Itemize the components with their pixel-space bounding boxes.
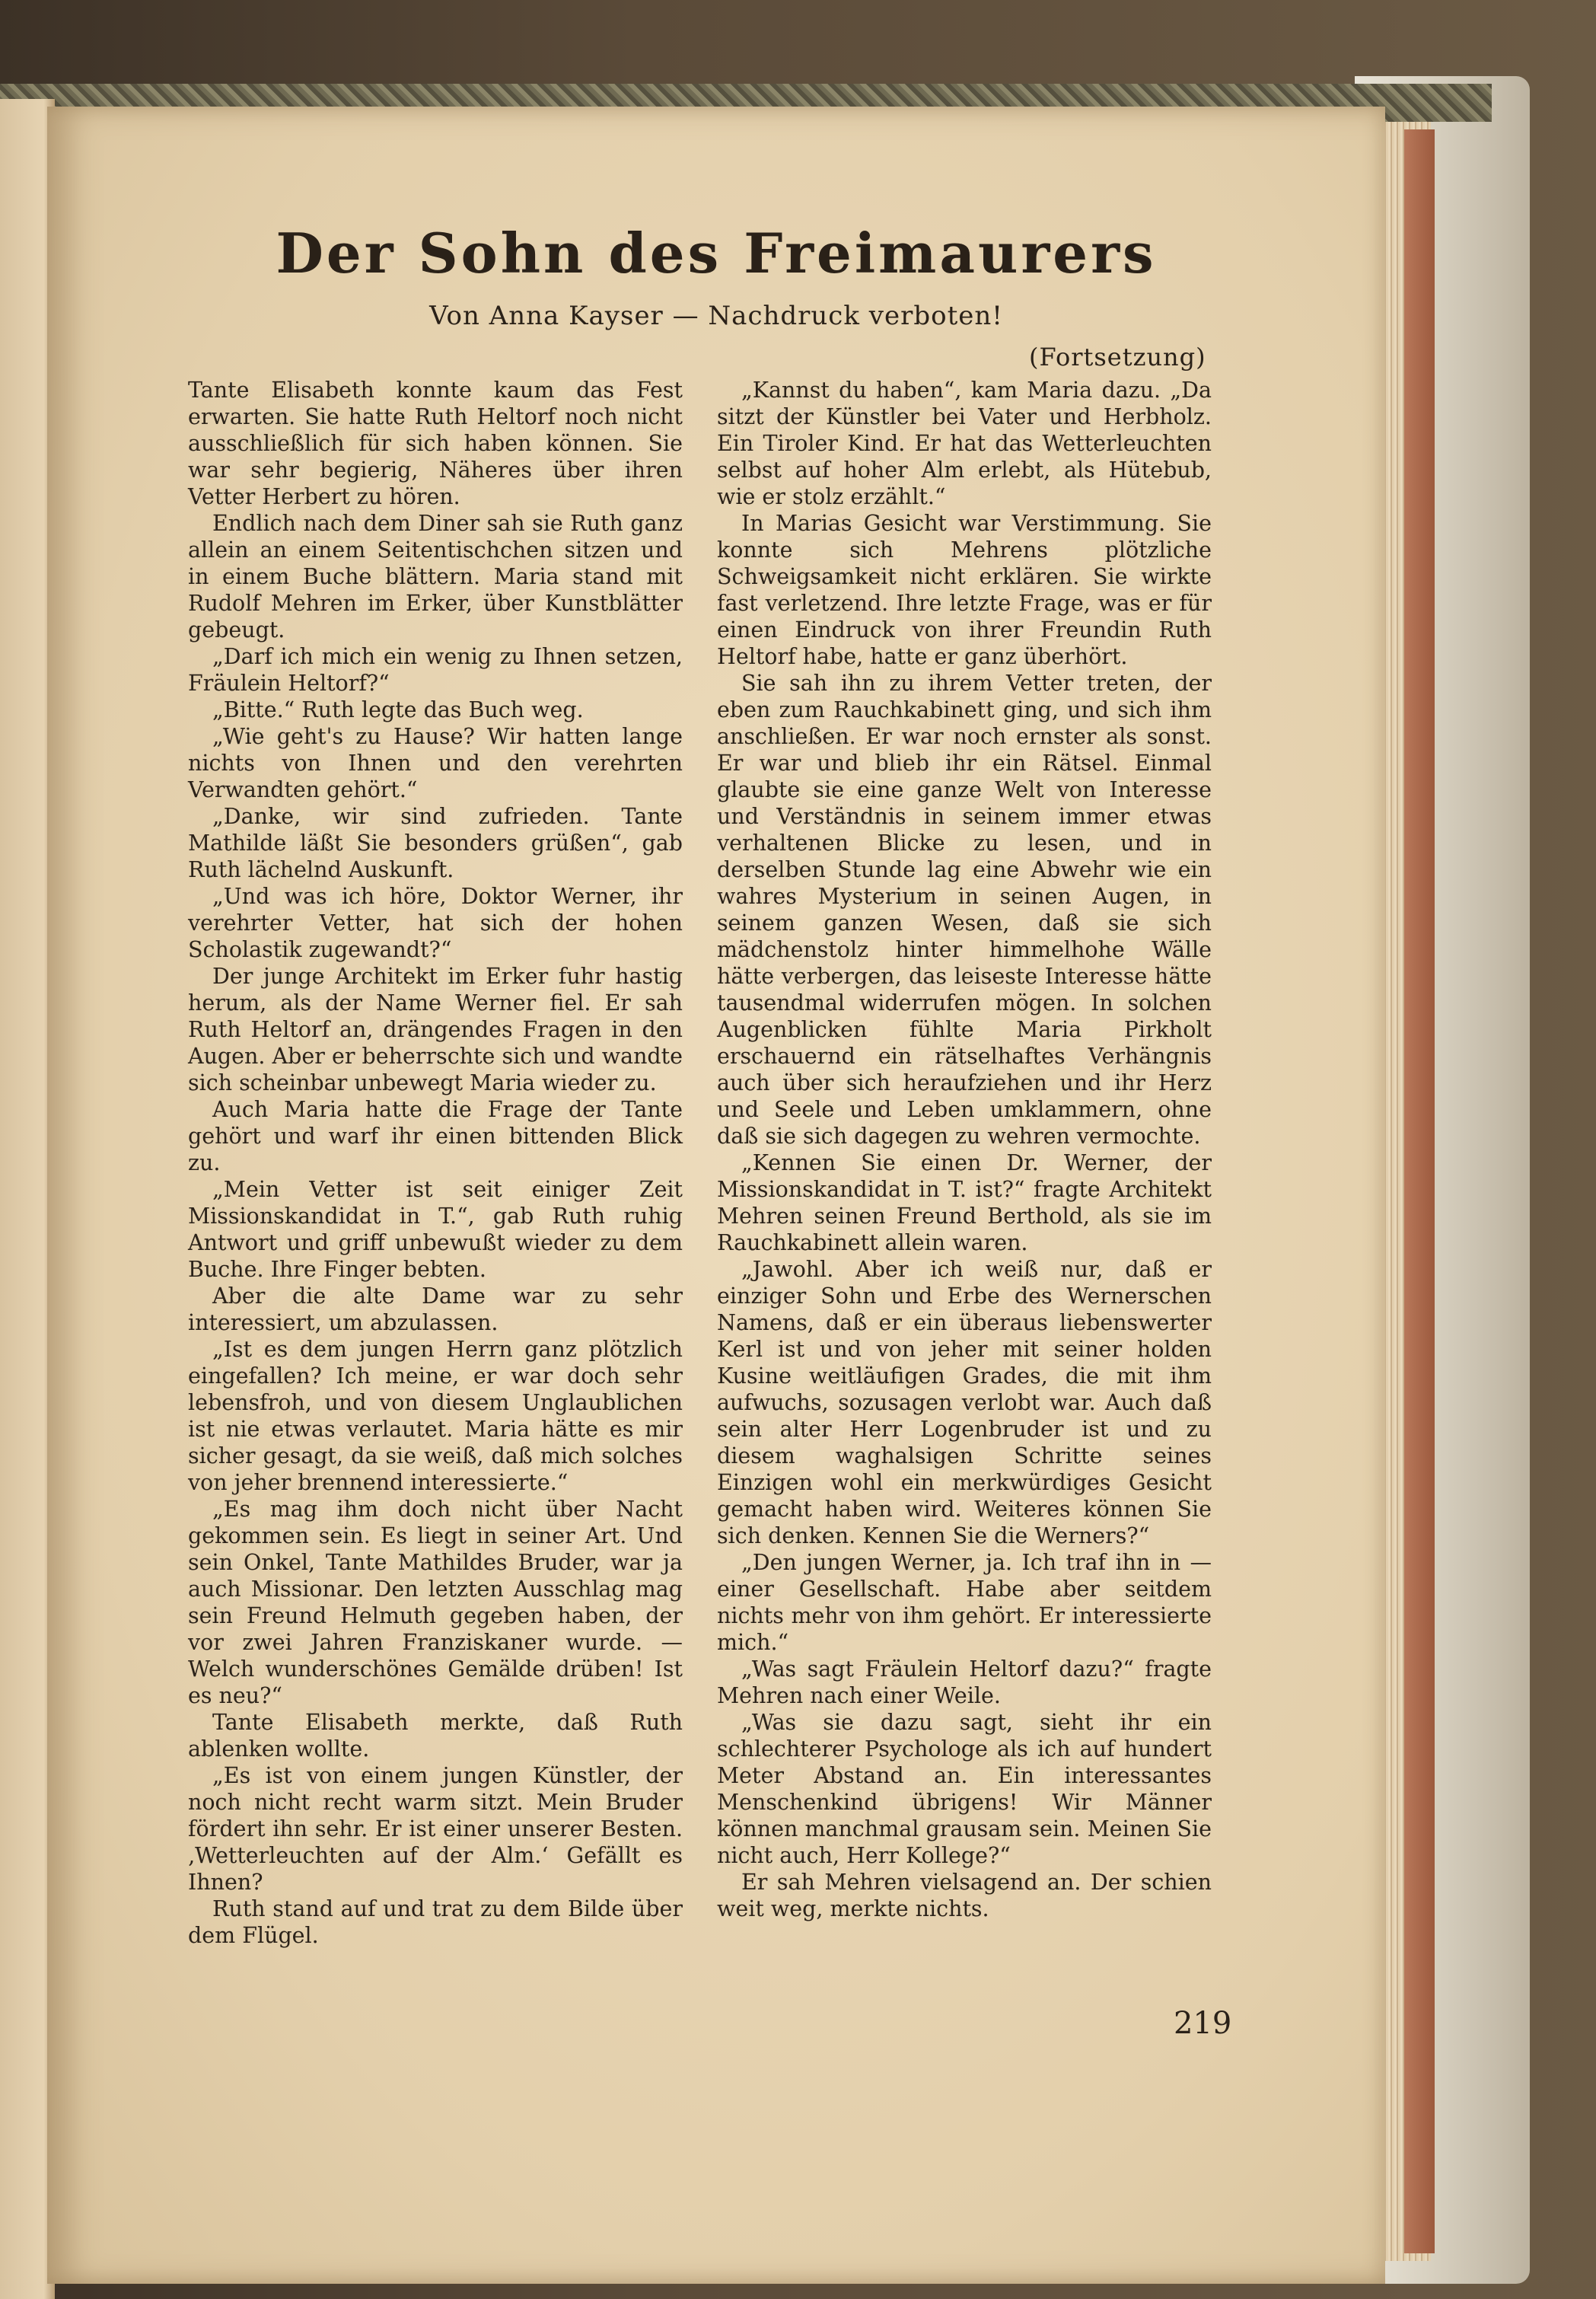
paragraph: Tante Elisabeth konnte kaum das Fest erwarten. Sie hatte Ruth Heltorf noch nicht ausschließlich für sich haben können. Sie war sehr begierig, Näheres über ihren Vetter Herbert zu hören. <box>188 378 683 509</box>
paragraph: Aber die alte Dame war zu sehr interessiert, um abzulassen. <box>188 1283 683 1335</box>
article-byline: Von Anna Kayser — Nachdruck verboten! <box>429 301 1003 331</box>
paragraph: „Danke, wir sind zufrieden. Tante Mathilde läßt Sie besonders grüßen“, gab Ruth lächelnd Auskunft. <box>188 804 683 882</box>
paragraph: „Bitte.“ Ruth legte das Buch weg. <box>212 697 584 722</box>
paragraph: „Kannst du haben“, kam Maria dazu. „Da sitzt der Künstler bei Vater und Herbholz. Ein Tiroler Kind. Er hat das Wetterleuchten selbst auf hoher Alm erlebt, als Hütebub, wie er stolz erzählt.“ <box>717 378 1212 509</box>
paragraph: „Und was ich höre, Doktor Werner, ihr verehrter Vetter, hat sich der hohen Scholastik zugewandt?“ <box>188 884 683 962</box>
paragraph: Ruth stand auf und trat zu dem Bilde über dem Flügel. <box>188 1896 683 1948</box>
paragraph: Auch Maria hatte die Frage der Tante gehört und warf ihr einen bittenden Blick zu. <box>188 1097 683 1175</box>
paragraph: In Marias Gesicht war Verstimmung. Sie konnte sich Mehrens plötzliche Schweigsamkeit nicht erklären. Sie wirkte fast verletzend. Ihre letzte Frage, was er für einen Eindruck von ihrer Freundin Ruth Heltorf habe, hatte er ganz überhört. <box>717 511 1212 669</box>
article-title: Der Sohn des Freimaurers <box>276 221 1157 285</box>
left-text-column <box>188 377 683 1949</box>
paragraph: „Mein Vetter ist seit einiger Zeit Missionskandidat in T.“, gab Ruth ruhig Antwort und griff unbewußt wieder zu dem Buche. Ihre Finger bebten. <box>188 1177 683 1282</box>
paragraph: „Kennen Sie einen Dr. Werner, der Missionskandidat in T. ist?“ fragte Architekt Mehren seinen Freund Berthold, als sie im Rauchkabinett allein waren. <box>717 1150 1212 1255</box>
continued-note: (Fortsetzung) <box>1029 343 1206 371</box>
paragraph: „Was sie dazu sagt, sieht ihr ein schlechterer Psychologe als ich auf hundert Meter Abstand an. Ein interessantes Menschenkind übrigens! Wir Männer können manchmal grausam sein. Meinen Sie nicht auch, Herr Kollege?“ <box>717 1710 1212 1868</box>
paragraph: „Jawohl. Aber ich weiß nur, daß er einziger Sohn und Erbe des Wernerschen Namens, daß er ein überaus liebenswerter Kerl ist und von jeher mit seiner holden Kusine weitläufigen Grades, die mit ihm aufwuchs, sozusagen verlobt war. Auch daß sein alter Herr Logenbruder ist und zu diesem waghalsigen Schritte seines Einzigen wohl ein merkwürdiges Gesicht gemacht haben wird. Weiteres können Sie sich denken. Kennen Sie die Werners?“ <box>717 1257 1212 1548</box>
red-page-edge <box>1404 129 1435 2253</box>
paragraph: „Darf ich mich ein wenig zu Ihnen setzen, Fräulein Heltorf?“ <box>188 644 683 696</box>
paragraph: Tante Elisabeth merkte, daß Ruth ablenken wollte. <box>188 1710 683 1762</box>
paragraph: „Es mag ihm doch nicht über Nacht gekommen sein. Es liegt in seiner Art. Und sein Onkel, Tante Mathildes Bruder, war ja auch Missionar. Den letzten Ausschlag mag sein Freund Helmuth gegeben haben, der vor zwei Jahren Franziskaner wurde. — Welch wunderschönes Gemälde drüben! Ist es neu?“ <box>188 1497 683 1708</box>
page-number: 219 <box>1174 2006 1232 2041</box>
paragraph: Endlich nach dem Diner sah sie Ruth ganz allein an einem Seitentischchen sitzen und in einem Buche blättern. Maria stand mit Rudolf Mehren im Erker, über Kunstblätter gebeugt. <box>188 511 683 643</box>
book-page <box>47 107 1385 2284</box>
paragraph: Er sah Mehren vielsagend an. Der schien weit weg, merkte nichts. <box>717 1870 1212 1921</box>
paragraph: Sie sah ihn zu ihrem Vetter treten, der eben zum Rauchkabinett ging, und sich ihm anschließen. Er war noch ernster als sonst. Er war und blieb ihr ein Rätsel. Einmal glaubte sie eine ganze Welt von Interesse und Verständnis in seinem immer etwas verhaltenen Blicke zu lesen, und in derselben Stunde lag eine Abwehr wie ein wahres Mysterium in seinen Augen, in seinem ganzen Wesen, daß sie sich mädchenstolz hinter himmelhohe Wälle hätte verbergen, das leiseste Interesse hätte tausendmal widerrufen mögen. In solchen Augenblicken fühlte Maria Pirkholt erschauernd ein rätselhaftes Verhängnis auch über sich heraufziehen und ihr Herz und Seele und Leben umklammern, ohne daß sie sich dagegen zu wehren vermochte. <box>717 671 1212 1149</box>
right-text-column <box>717 377 1212 1922</box>
paragraph: „Es ist von einem jungen Künstler, der noch nicht recht warm sitzt. Mein Bruder fördert ihn sehr. Er ist einer unserer Besten. ‚Wetterleuchten auf der Alm.‘ Gefällt es Ihnen? <box>188 1763 683 1895</box>
paragraph: Der junge Architekt im Erker fuhr hastig herum, als der Name Werner fiel. Er sah Ruth Heltorf an, drängendes Fragen in den Augen. Aber er beherrschte sich und wandte sich scheinbar unbewegt Maria wieder zu. <box>188 964 683 1095</box>
paragraph: „Ist es dem jungen Herrn ganz plötzlich eingefallen? Ich meine, er war doch sehr lebensfroh, und von diesem Unglaublichen ist nie etwas verlautet. Maria hätte es mir sicher gesagt, da sie weiß, daß mich solches von jeher brennend interessierte.“ <box>188 1337 683 1495</box>
paragraph: „Was sagt Fräulein Heltorf dazu?“ fragte Mehren nach einer Weile. <box>717 1656 1212 1708</box>
paragraph: „Wie geht's zu Hause? Wir hatten lange nichts von Ihnen und den verehrten Verwandten gehört.“ <box>188 724 683 802</box>
paragraph: „Den jungen Werner, ja. Ich traf ihn in — einer Gesellschaft. Habe aber seitdem nichts mehr von ihm gehört. Er interessierte mich.“ <box>717 1550 1212 1655</box>
